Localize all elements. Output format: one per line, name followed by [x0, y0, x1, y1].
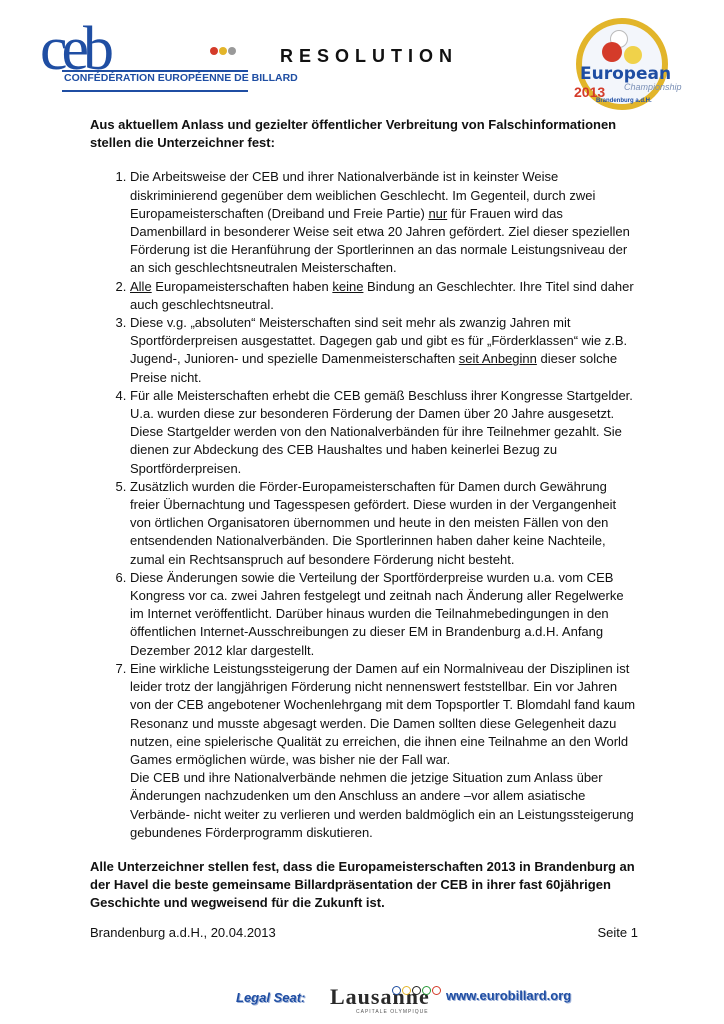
championship-emblem [568, 16, 680, 108]
item-text: für Frauen wird das Damenbillard in besonderer Weise seit etwa 20 Jahren gefördert. Ziel dieser speziellen Förderung ist die Heranführung der Sportlerinnen an das normale Leistungsniveau der an sich geschlechtsneutralen Meisterschaften. [130, 205, 630, 276]
item-text: Diese v.g. „absoluten“ Meisterschaften sind seit mehr als zwanzig Jahren mit Sportförderpreisen ausgestattet. Dagegen gab und gibt es für „Förderklassen“ wie z.B. Jugend-, Junioren- und spezielle Damenmeisterschaften [130, 315, 628, 367]
underlined-text: nur [428, 205, 448, 221]
emblem-main-text: European [580, 64, 672, 84]
list-item: 4. Für alle Meisterschaften erhebt die CEB gemäß Beschluss ihrer Kongresse Startgelder. U.a. wurden diese zur besonderen Förderung der Damen über 20 Jahre ausgesetzt. Diese Startgelder werden von den Nationalverbänden für ihre Teilnehmer gezahlt. Sie dienen zur Abdeckung des CEB Haushaltes und haben keinerlei Bezug zu Sportförderpreisen. [130, 387, 638, 478]
emblem-sub-text: Championship [624, 82, 682, 92]
ceb-logo [40, 15, 298, 102]
page-number: Seite 1 [597, 925, 638, 940]
item-continuation: Die CEB und ihre Nationalverbände nehmen die jetzige Situation zum Anlass über Änderungen nachzudenken um den Anschluss an andere –vor allem asiatische Verbände- nicht weiter zu verlieren und werden baldmöglich ein an Leistungssteigerung gebundenes Förderprogramm diskutieren. [130, 770, 634, 840]
document-body [90, 116, 638, 913]
list-item [130, 660, 638, 842]
lausanne-subline: CAPITALE OLYMPIQUE [356, 1009, 429, 1015]
legal-seat-label: Legal Seat: [236, 990, 306, 1005]
billiard-balls-icon [210, 42, 237, 60]
bottom-banner [0, 980, 724, 1020]
emblem-place: Brandenburg a.d.H. [596, 98, 652, 104]
item-text: Eine wirkliche Leistungssteigerung der Damen auf ein Normalniveau der Disziplinen ist leider trotz der langjährigen Förderung nicht nennenswert feststellbar. Ein vor Jahren von der CEB angebotener Wochenlehrgang mit dem Topsportler T. Blomdahl fand kaum Resonanz und musste abgesagt werden. Die Damen sollten diese Gelegenheit dazu nutzen, eine spielerische Qualität zu erreichen, die ihnen eine Teilnahme an den World Games ermöglichen würde, was bisher nie der Fall war. [130, 660, 636, 767]
lausanne-logo: Lausanne [330, 984, 430, 1009]
list-item [130, 278, 638, 314]
ceb-logo-letters: ceb [40, 15, 109, 83]
item-text: Die Arbeitsweise der CEB und ihrer Nationalverbände ist in keinster Weise diskriminierend gegenüber dem weiblichen Geschlecht. Im Gegenteil, durch zwei Europameisterschaften (Dreiband und Freie Partie) [130, 169, 596, 221]
item-text: Europameisterschaften haben [151, 278, 333, 294]
list-item [130, 168, 638, 277]
list-item [130, 314, 638, 387]
emblem-year: 2013 [574, 84, 606, 100]
page-footer [90, 925, 638, 940]
red-ball-icon [602, 42, 622, 62]
item-text: Bindung an Geschlechter. Ihre Titel sind daher auch geschlechtsneutral. [130, 278, 634, 312]
page-title: RESOLUTION [280, 46, 459, 66]
underlined-text: seit Anbeginn [458, 351, 537, 367]
list-item: 6. Diese Änderungen sowie die Verteilung der Sportförderpreise wurden u.a. vom CEB Kongress vor ca. zwei Jahren festgelegt und zeitnah nach Änderung aller Regelwerke im Internet veröffentlicht. Darüber hinaus wurden die Teilnahmebedingungen in den öffentlichen Internet-Ausschreibungen zu dieser EM in Brandenburg a.d.H. Anfang Dezember 2012 klar dargestellt. [130, 569, 638, 660]
page-header [0, 0, 724, 110]
closing-statement: Alle Unterzeichner stellen fest, dass die Europameisterschaften 2013 in Brandenburg an der Havel die beste gemeinsame Billardpräsentation der CEB in ihrer fast 60jährigen Geschichte und wegweisend für die Zukunft ist. [90, 858, 635, 911]
yellow-ball-icon [624, 46, 642, 64]
place-date: Brandenburg a.d.H., 20.04.2013 [90, 925, 276, 940]
resolution-list [90, 168, 638, 842]
olympic-rings-icon [392, 982, 442, 1000]
website-link[interactable]: www.eurobillard.org [446, 988, 572, 1003]
underlined-text: Alle [130, 278, 152, 294]
item-text: dieser solche Preise nicht. [130, 351, 618, 385]
underlined-text: keine [332, 278, 364, 294]
intro-statement: Aus aktuellem Anlass und gezielter öffentlicher Verbreitung von Falschinformationen stellen die Unterzeichner fest: [90, 117, 617, 151]
list-item: 5. Zusätzlich wurden die Förder-Europameisterschaften für Damen durch Gewährung freier Übernachtung und Tagesspesen gefördert. Diese wurden in der Vergangenheit von örtlichen Organisatoren übernommen und heute in den meisten Fällen von den entsendenden Nationalverbänden. Die Sportlerinnen haben daher keine Nachteile, zumal ein Rechtsanspruch auf besondere Förderung nicht besteht. [130, 478, 638, 569]
ceb-logo-text: CONFÉDÉRATION EUROPÉENNE DE BILLARD [64, 72, 298, 84]
